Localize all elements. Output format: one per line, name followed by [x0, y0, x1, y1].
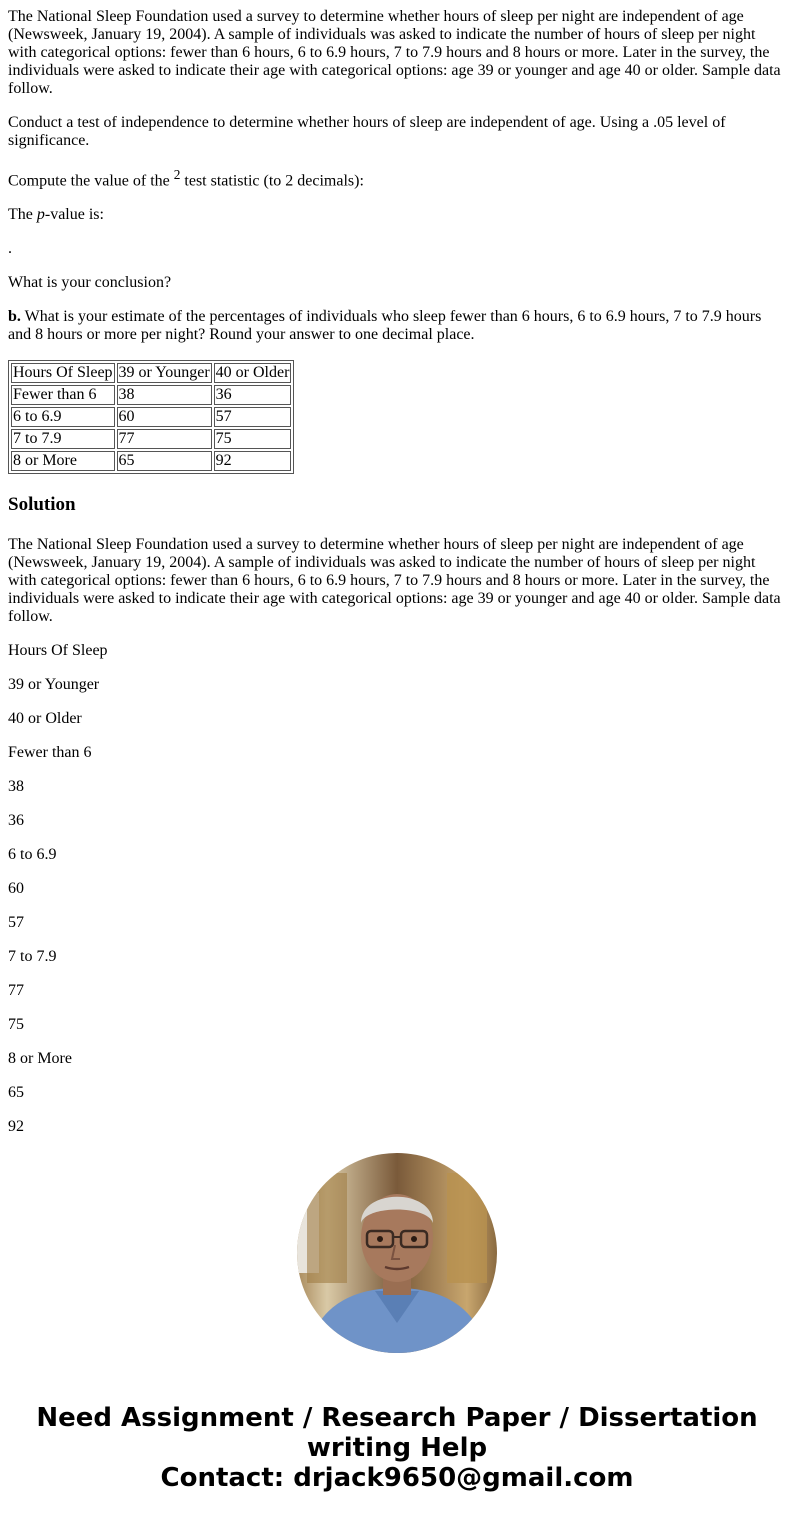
table-cell: Fewer than 6 — [11, 385, 115, 405]
solution-line: 57 — [8, 914, 24, 932]
solution-line: 65 — [8, 1084, 24, 1102]
table-cell: 6 to 6.9 — [11, 407, 115, 427]
contact-line-2: writing Help — [306, 1433, 488, 1463]
contact-line-3: Contact: drjack9650@gmail.com — [160, 1463, 634, 1493]
solution-line: 92 — [8, 1118, 24, 1136]
solution-line: 75 — [8, 1016, 24, 1034]
solution-line: 6 to 6.9 — [8, 846, 57, 864]
sleep-data-table — [8, 360, 294, 474]
table-cell: 77 — [117, 429, 212, 449]
solution-line: 77 — [8, 982, 24, 1000]
table-header-row — [11, 363, 291, 383]
table-cell: 57 — [214, 407, 292, 427]
table-header-cell: 40 or Older — [215, 364, 290, 382]
question-conduct: Conduct a test of independence to determine whether hours of sleep are independent of age. Using a .05 level of significance. — [8, 114, 726, 149]
solution-line: 40 or Older — [8, 710, 82, 728]
solution-line: Fewer than 6 — [8, 744, 92, 762]
table-row — [11, 429, 291, 449]
author-portrait-image — [297, 1153, 497, 1353]
solution-line: 8 or More — [8, 1050, 72, 1068]
solution-line: 36 — [8, 812, 24, 830]
solution-line: 7 to 7.9 — [8, 948, 57, 966]
table-header-cell: 39 or Younger — [118, 364, 210, 382]
table-cell: 7 to 7.9 — [11, 429, 115, 449]
solution-line: 39 or Younger — [8, 676, 100, 694]
solution-line: Hours Of Sleep — [8, 642, 108, 660]
question-dot: . — [8, 240, 12, 258]
contact-banner — [0, 1403, 794, 1493]
question-compute: Compute the value of the $^2$ test statistic (to 2 decimals): — [8, 167, 364, 190]
question-b: b. What is your estimate of the percentages of individuals who sleep fewer than 6 hours, 6 to 6.9 hours, 7 to 7.9 hours and 8 hours or more per night? Round your answer to one decimal place. — [8, 308, 762, 344]
question-intro: The National Sleep Foundation used a survey to determine whether hours of sleep per night are independent of age (Newsweek, January 19, 2004). A sample of individuals was asked to indicate the number of hours of sleep per night with categorical options: fewer than 6 hours, 6 to 6.9 hours, 7 to 7.9 hours and 8 hours or more. Later in the survey, the individuals were asked to indicate their age with categorical options: age 39 or younger and age 40 or older. Sample data follow. — [8, 8, 781, 97]
table-cell: 36 — [214, 385, 292, 405]
table-cell: 38 — [117, 385, 212, 405]
table-row — [11, 451, 291, 471]
table-cell: 60 — [117, 407, 212, 427]
table-row — [11, 385, 291, 405]
solution-intro: The National Sleep Foundation used a survey to determine whether hours of sleep per night are independent of age (Newsweek, January 19, 2004). A sample of individuals was asked to indicate the number of hours of sleep per night with categorical options: fewer than 6 hours, 6 to 6.9 hours, 7 to 7.9 hours and 8 hours or more. Later in the survey, the individuals were asked to indicate their age with categorical options: age 39 or younger and age 40 or older. Sample data follow. — [8, 536, 781, 626]
question-conclusion: What is your conclusion? — [8, 274, 172, 292]
solution-line: 38 — [8, 778, 24, 796]
table-cell: 65 — [117, 451, 212, 471]
solution-line: 60 — [8, 880, 24, 898]
table-header-cell: Hours Of Sleep — [13, 364, 113, 382]
question-pvalue: The p-value is: — [8, 206, 104, 224]
table-cell: 92 — [214, 451, 292, 471]
solution-heading: Solution — [8, 494, 76, 516]
table-cell: 8 or More — [11, 451, 115, 471]
solution-body — [8, 536, 786, 1139]
author-photo — [297, 1153, 497, 1353]
table-cell: 75 — [214, 429, 292, 449]
table-row — [11, 407, 291, 427]
contact-line-1: Need Assignment / Research Paper / Dissertation — [36, 1403, 758, 1433]
